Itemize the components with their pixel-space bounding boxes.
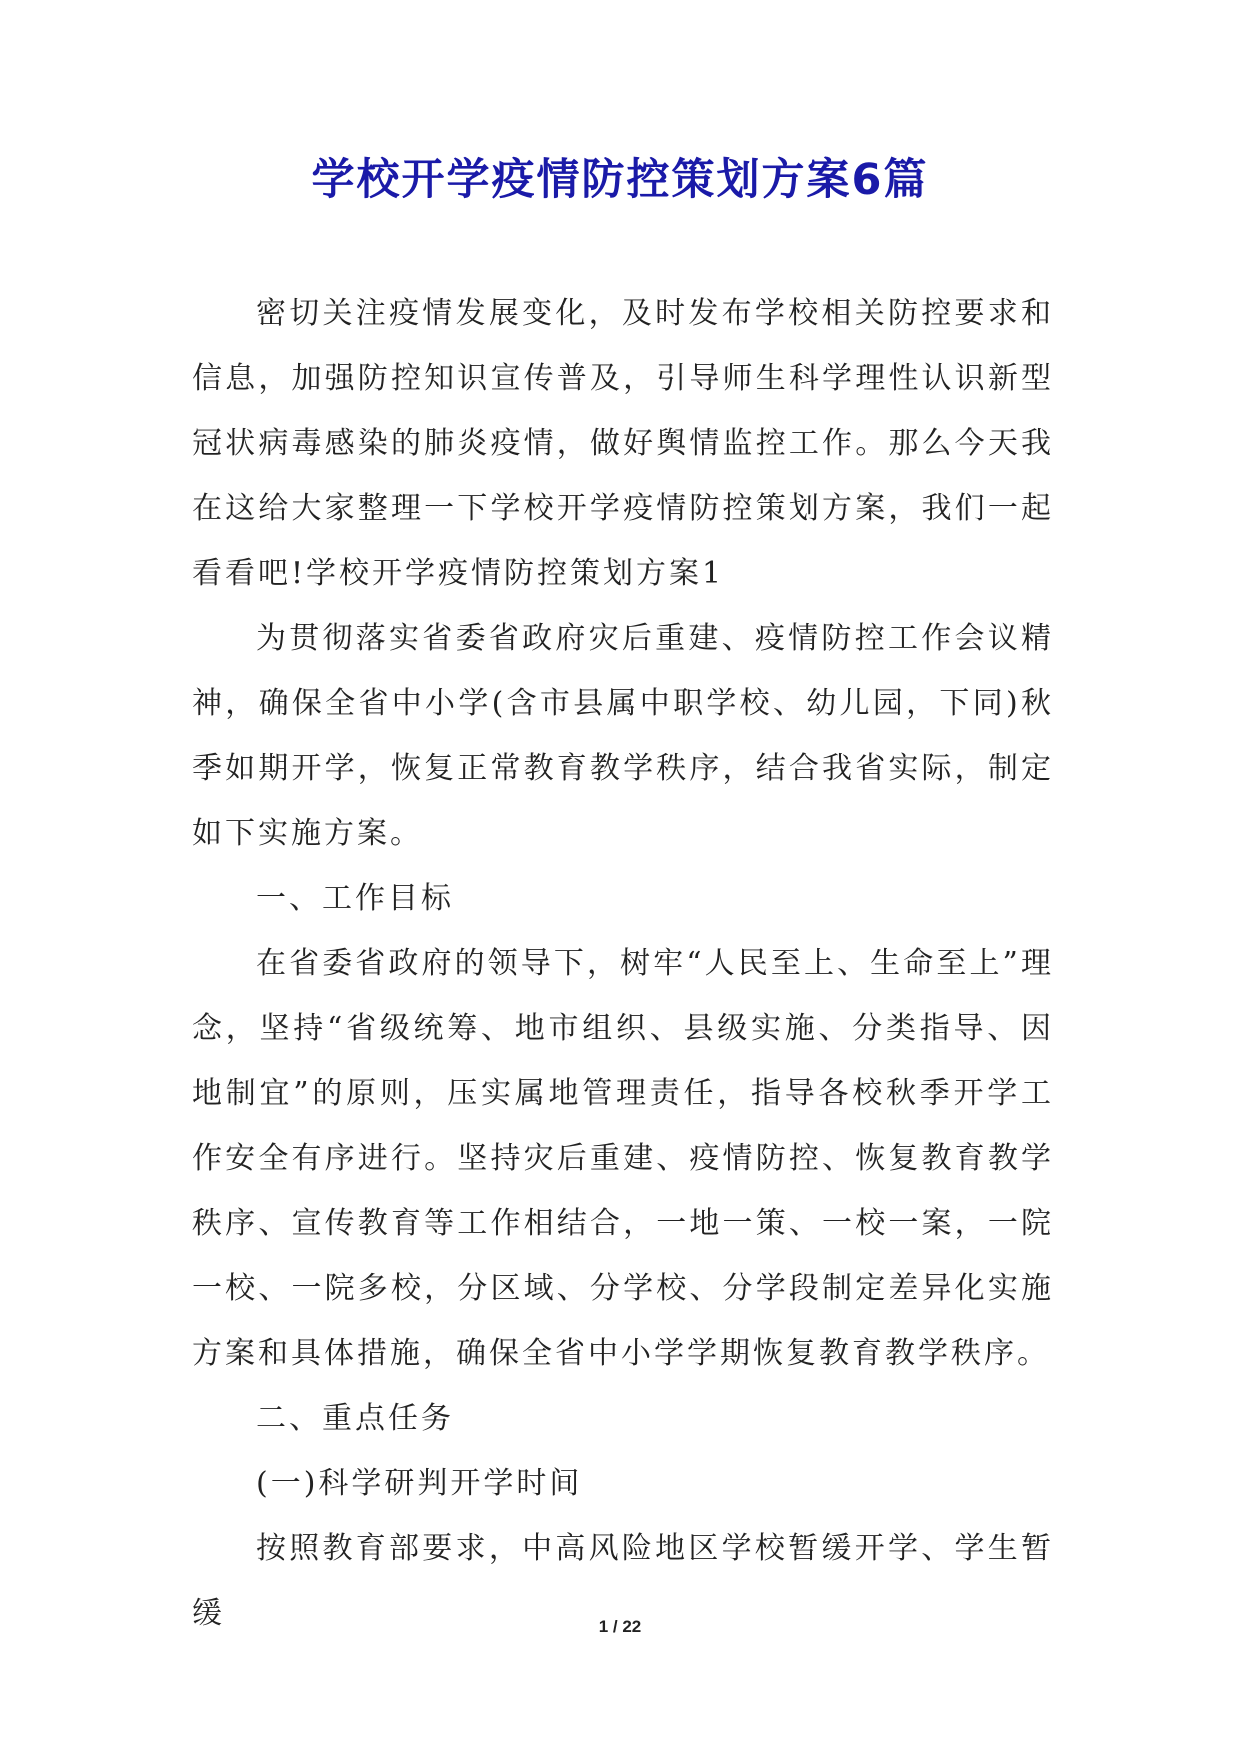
paragraph-schedule: 按照教育部要求，中高风险地区学校暂缓开学、学生暂缓 xyxy=(192,1531,1054,1631)
document-title: 学校开学疫情防控策划方案6篇 xyxy=(311,155,929,205)
paragraph-purpose: 为贯彻落实省委省政府灾后重建、疫情防控工作会议精神，确保全省中小学(含市县属中职学校、幼儿园，下同)秋季如期开学，恢复正常教育教学秩序，结合我省实际，制定如下实施方案。 xyxy=(192,621,1054,851)
paragraph-goals: 在省委省政府的领导下，树牢“人民至上、生命至上”理念，坚持“省级统筹、地市组织、县级实施、分类指导、因地制宜”的原则，压实属地管理责任，指导各校秋季开学工作安全有序进行。坚持灾后重建、疫情防控、恢复教育教学秩序、宣传教育等工作相结合，一地一策、一校一案，一院一校、一院多校，分区域、分学校、分学段制定差异化实施方案和具体措施，确保全省中小学学期恢复教育教学秩序。 xyxy=(192,946,1054,1371)
section-heading-goals: 一、工作目标 xyxy=(256,881,454,916)
page-number: 1 / 22 xyxy=(598,1617,642,1636)
subsection-heading-schedule: (一)科学研判开学时间 xyxy=(256,1466,583,1501)
document-body xyxy=(192,281,1054,1646)
paragraph-intro: 密切关注疫情发展变化，及时发布学校相关防控要求和信息，加强防控知识宣传普及，引导师生科学理性认识新型冠状病毒感染的肺炎疫情，做好舆情监控工作。那么今天我在这给大家整理一下学校开学疫情防控策划方案，我们一起看看吧!学校开学疫情防控策划方案1 xyxy=(192,296,1054,591)
section-heading-tasks: 二、重点任务 xyxy=(256,1401,454,1436)
